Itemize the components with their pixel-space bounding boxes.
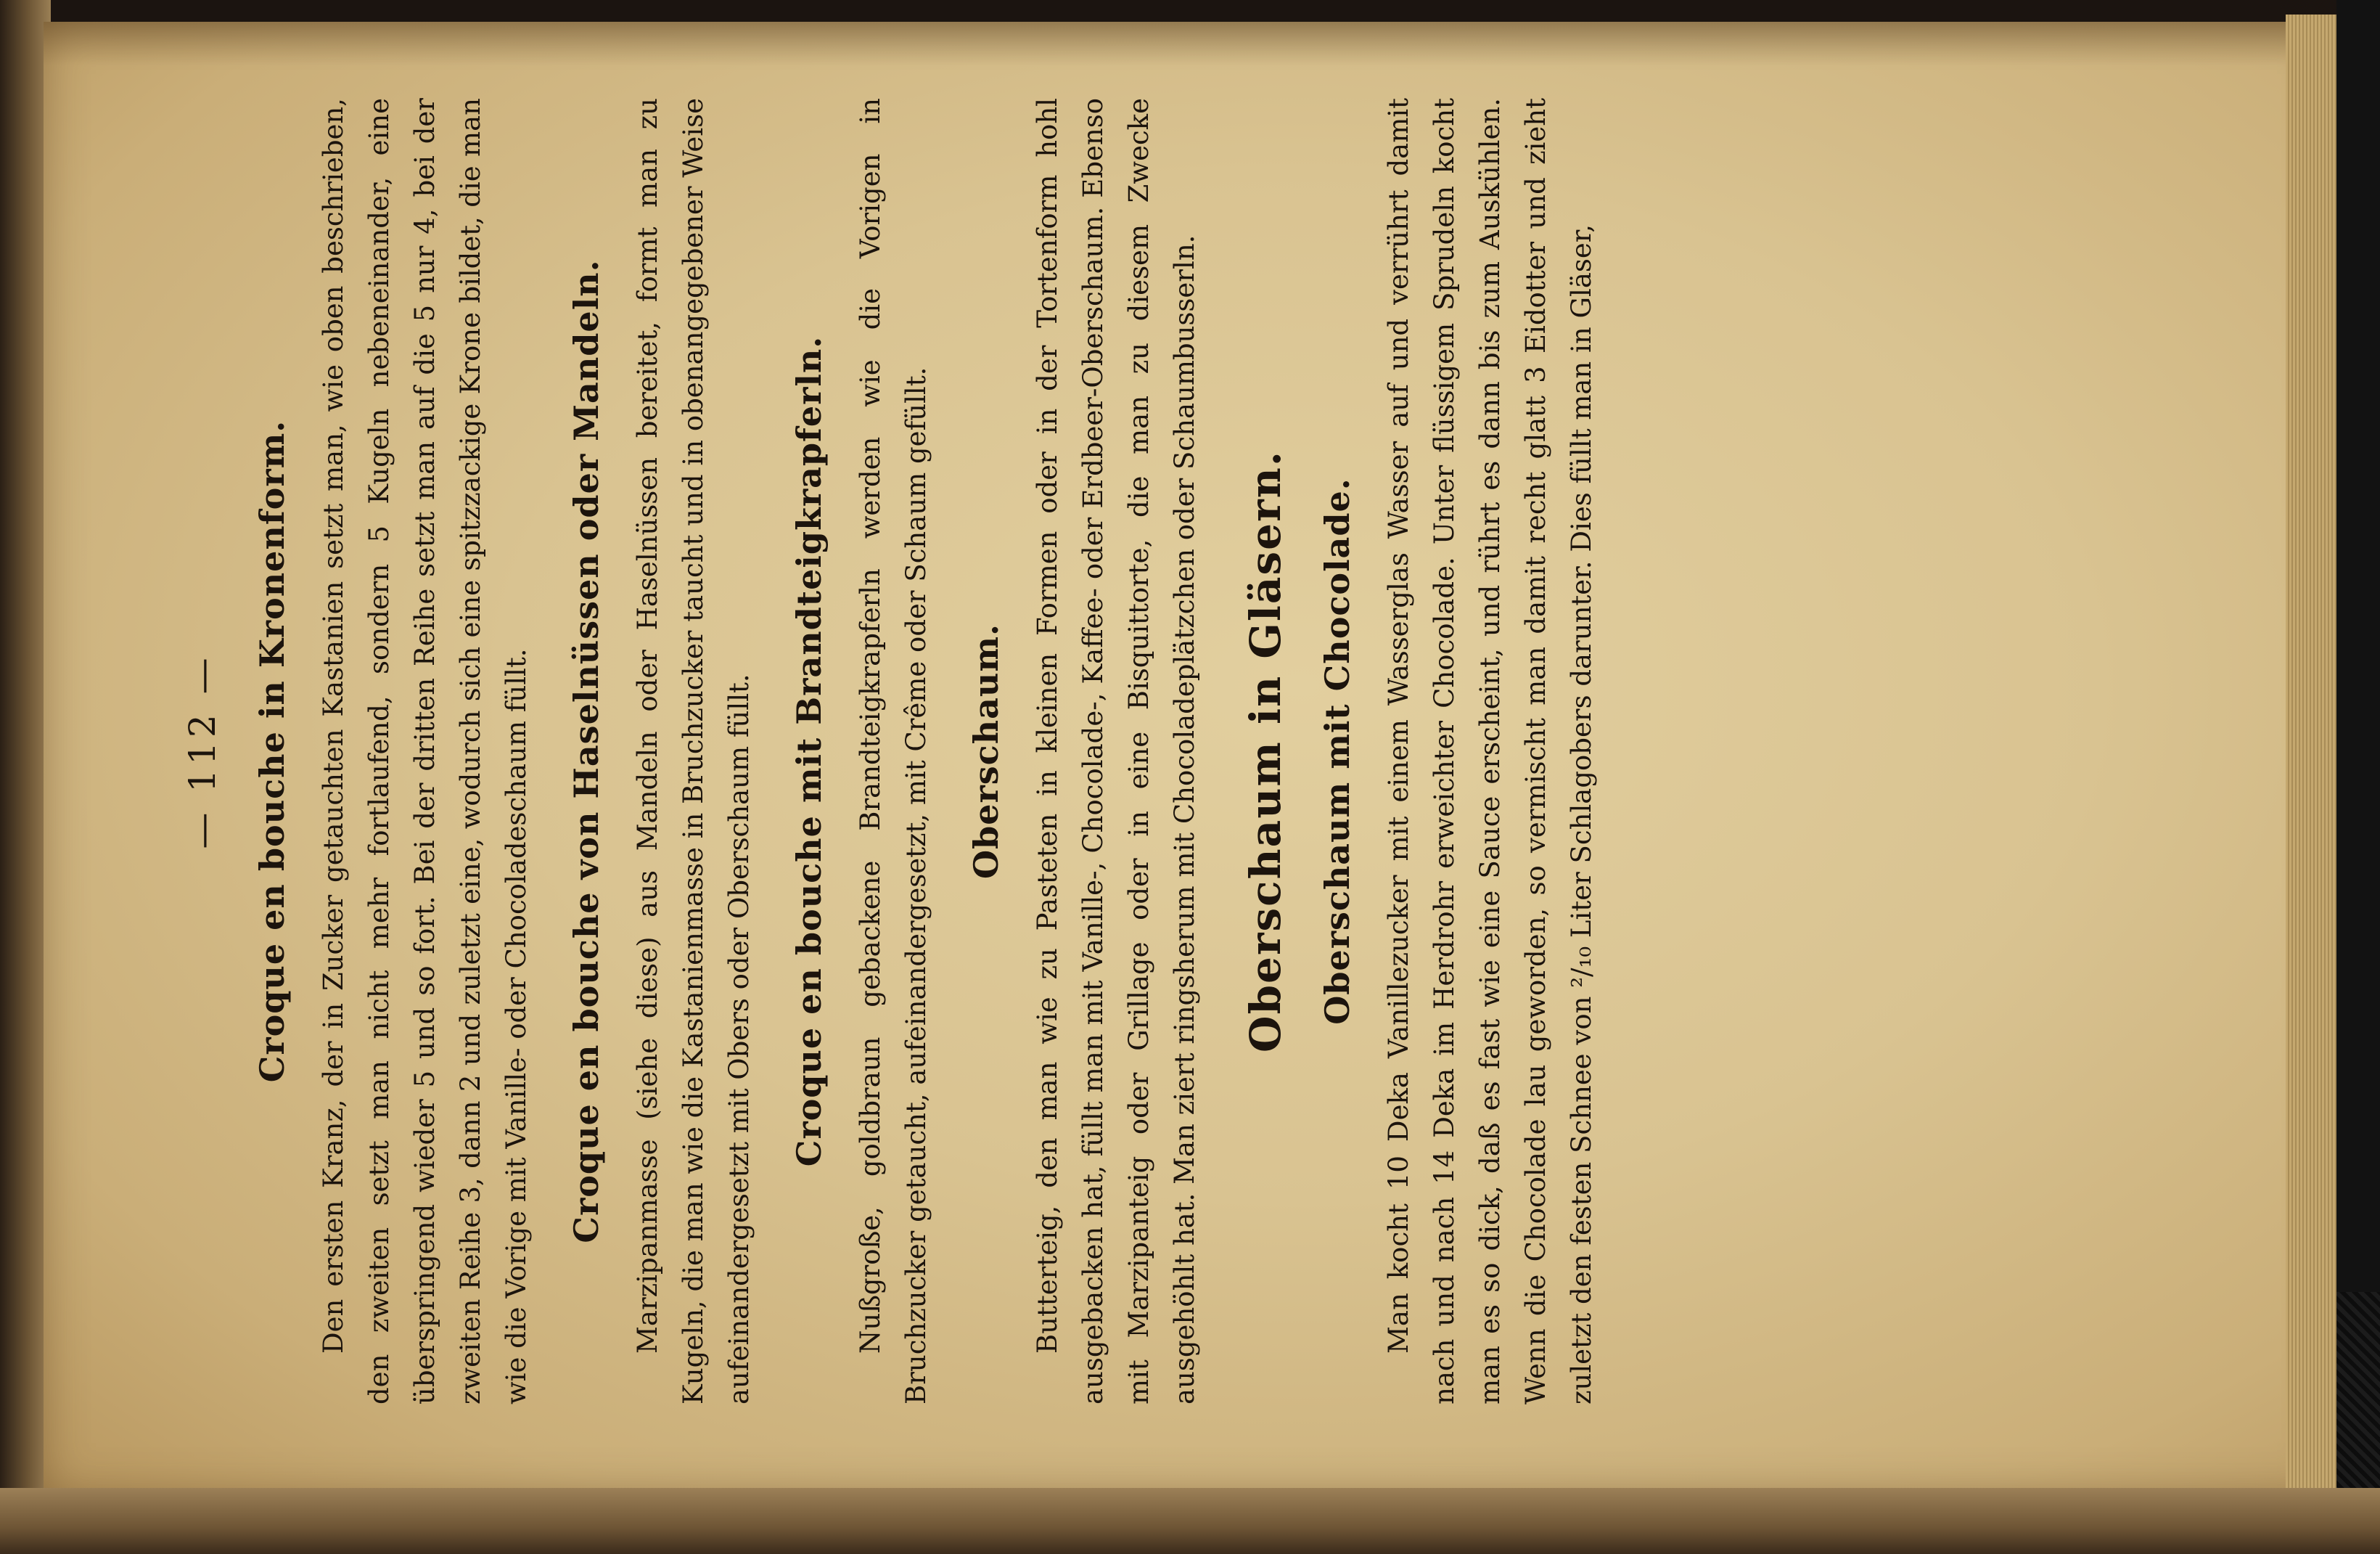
- recipe-heading-brandteigkrapferln: Croque en bouche mit Brandteigkrapferln.: [789, 335, 829, 1167]
- page-shadow: [44, 22, 2329, 65]
- recipe-text-brandteigkrapferln: Nußgroße, goldbraun gebackene Brandteigkrapferln werden wie die Vorigen in Bruchzucker getaucht, aufeinandergesetzt, mit Crême oder Schaum gefüllt.: [855, 98, 932, 1404]
- recipe-text-oberschaum: Butterteig, den man wie zu Pasteten in kleinen Formen oder in der Tortenform hohl ausgebacken hat, füllt man mit Vanille-, Chocolade-, Kaffee- oder Erdbeer-Oberschaum. Ebenso mit Marzipanteig oder Grillage oder in eine Bisquittorte, die man zu diesem Zwecke ausgehöhlt hat. Man ziert ringsherum mit Chocoladeplätzchen oder Schaumbusserln.: [1032, 98, 1200, 1404]
- page-edges: [2286, 15, 2336, 1495]
- recipe-heading-haselnuessen: Croque en bouche von Haselnüssen oder Mandeln.: [567, 259, 606, 1243]
- recipe-heading-kronenform: Croque en bouche in Kronenform.: [253, 420, 292, 1083]
- recipe-text-chocolade: Man kocht 10 Deka Vanillezucker mit einem Wasserglas Wasser auf und verrührt damit nach und nach 14 Deka im Herdrohr erweichter Chocolade. Unter flüssigem Sprudeln kocht man es so dick, daß es fast wie eine Sauce erscheint, und rührt es dann bis zum Auskühlen. Wenn die Chocolade lau geworden, so vermischt man damit recht glatt 3 Eidotter und zieht zuletzt den festen Schnee von ²/₁₀ Liter Schlagobers darunter. Dies füllt man in Gläser,: [1383, 98, 1597, 1404]
- recipe-heading-chocolade: Oberschaum mit Chocolade.: [1318, 478, 1357, 1025]
- section-heading-glaesern: Oberschaum in Gläsern.: [1241, 450, 1290, 1053]
- page-number: — 112 —: [181, 653, 223, 849]
- recipe-text-haselnuessen: Marzipanmasse (siehe diese) aus Mandeln oder Haselnüssen bereitet, formt man zu Kugeln, die man wie die Kastanienmasse in Bruchzucker taucht und in obenangegebener Weise aufeinandergesetzt mit Obers oder Oberschaum füllt.: [632, 98, 755, 1404]
- rotated-text-block: [167, 98, 2170, 1404]
- book-bottom-edge: [0, 1488, 2380, 1554]
- page-content: [167, 98, 2170, 1404]
- book-binding: [2336, 0, 2380, 1554]
- recipe-text-kronenform: Den ersten Kranz, der in Zucker getauchten Kastanien setzt man, wie oben beschrieben, den zweiten setzt man nicht mehr fortlaufend, sondern 5 Kugeln nebeneinander, eine überspringend wieder 5 und so fort. Bei der dritten Reihe setzt man auf die 5 nur 4, bei der zweiten Reihe 3, dann 2 und zuletzt eine, wodurch sich eine spitzzackige Krone bildet, die man wie die Vorige mit Vanille- oder Chocoladeschaum füllt.: [318, 98, 532, 1404]
- recipe-heading-oberschaum: Oberschaum.: [967, 623, 1006, 880]
